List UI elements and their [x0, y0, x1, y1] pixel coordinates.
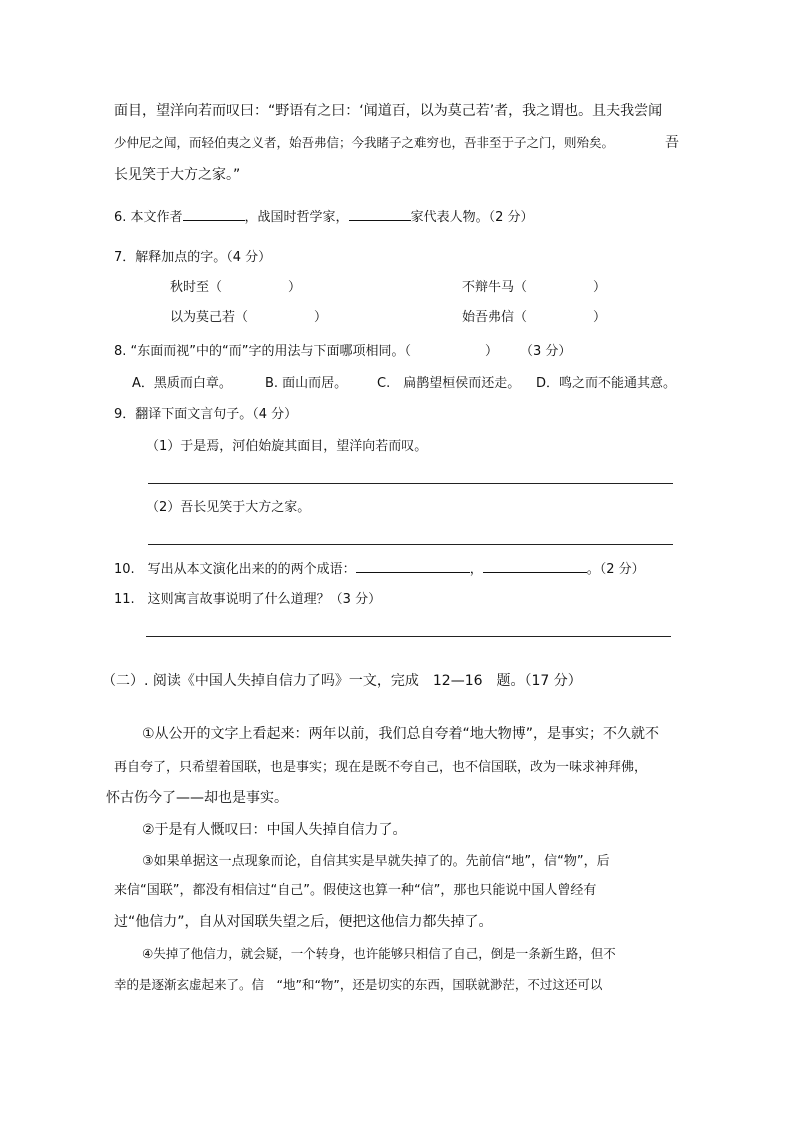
paragraph-3-line-2: 来信“国联”，都没有相信过“自己”。假使这也算一种“信”，那也只能说中国人曾经有	[114, 883, 597, 898]
q9-sentence-2: （2）吾长见笑于大方之家。	[146, 500, 311, 515]
q7-item-2: 不辩牛马（ ）	[462, 280, 607, 295]
question-6: 6. 本文作者 ，战国时哲学家， 家代表人物。（2 分）	[114, 207, 533, 227]
answer-blank-school[interactable]	[349, 207, 411, 221]
q7-item-4: 始吾弗信（ ）	[462, 310, 607, 325]
passage-line-2-tail: 吾	[665, 135, 679, 151]
passage-line-1: 面目，望洋向若而叹曰：“野语有之曰：‘闻道百，以为莫己若’者，我之谓也。且夫我尝闻	[114, 103, 663, 119]
section-2-heading: （二）. 阅读《中国人失掉自信力了吗》一文，完成 12—16 题。（17 分）	[102, 673, 582, 689]
q7-item-3: 以为莫己若（ ）	[170, 310, 328, 325]
question-11: 11. 这则寓言故事说明了什么道理？（3 分）	[114, 592, 382, 607]
paragraph-4-line-1: ④失掉了他信力，就会疑，一个转身，也许能够只相信了自己，倒是一条新生路，但不	[142, 946, 616, 961]
paragraph-2: ②于是有人慨叹曰：中国人失掉自信力了。	[142, 822, 407, 838]
paragraph-3-line-1: ③如果单据这一点现象而论，自信其实是早就失掉了的。先前信“地”，信“物”，后	[142, 854, 610, 869]
paragraph-3-line-3: 过“他信力”，自从对国联失望之后，便把这他信力都失掉了。	[114, 914, 493, 930]
q9-answer-line-2[interactable]	[148, 544, 673, 545]
q7-item-1: 秋时至（ ）	[170, 280, 302, 295]
question-9-label: 9．翻译下面文言句子。（4 分）	[114, 407, 298, 422]
dotted-word: 信	[501, 310, 515, 325]
question-8: 8. “东面而视”中的“而”字的用法与下面哪项相同。（ ） （3 分）	[114, 344, 572, 359]
answer-blank-idiom-2[interactable]	[483, 559, 587, 573]
q8-option-a[interactable]: A．黑质而白章。	[132, 376, 232, 391]
q8-option-c[interactable]: C. 扁鹊望桓侯而还走。	[377, 376, 521, 391]
question-10: 10. 写出从本文演化出来的的两个成语： ， 。（2 分）	[114, 559, 645, 579]
paragraph-4-line-2: 幸的是逐渐玄虚起来了。信 “地”和“物”，还是切实的东西，国联就渺茫，不过这还可以	[114, 977, 603, 992]
q11-answer-line[interactable]	[146, 636, 671, 637]
paragraph-1-line-3: 怀古伤今了——却也是事实。	[106, 790, 288, 806]
question-7-label: 7．解释加点的字。（4 分）	[114, 250, 272, 265]
answer-blank-author[interactable]	[183, 207, 245, 221]
answer-blank-idiom-1[interactable]	[356, 559, 470, 573]
q8-option-b[interactable]: B. 面山而居。	[265, 376, 348, 391]
paragraph-1-line-2: 再自夸了，只希望着国联，也是事实；现在是既不夸自己，也不信国联，改为一味求神拜佛，	[114, 760, 648, 775]
passage-line-3: 长见笑于大方之家。”	[114, 167, 241, 183]
paragraph-1-line-1: ①从公开的文字上看起来：两年以前，我们总自夸着“地大物博”，是事实；不久就不	[142, 726, 660, 742]
dotted-word: 至	[196, 280, 210, 295]
dotted-word: 牛马	[488, 280, 515, 295]
passage-line-2: 少仲尼之闻，而轻伯夷之义者，始吾弗信；今我睹子之难穷也，吾非至于子之门，则殆矣。	[114, 135, 615, 150]
q9-sentence-1: （1）于是焉，河伯始旋其面目，望洋向若而叹。	[146, 439, 428, 454]
q9-answer-line-1[interactable]	[148, 483, 673, 484]
q8-option-d[interactable]: D．鸣之而不能通其意。	[536, 376, 677, 391]
